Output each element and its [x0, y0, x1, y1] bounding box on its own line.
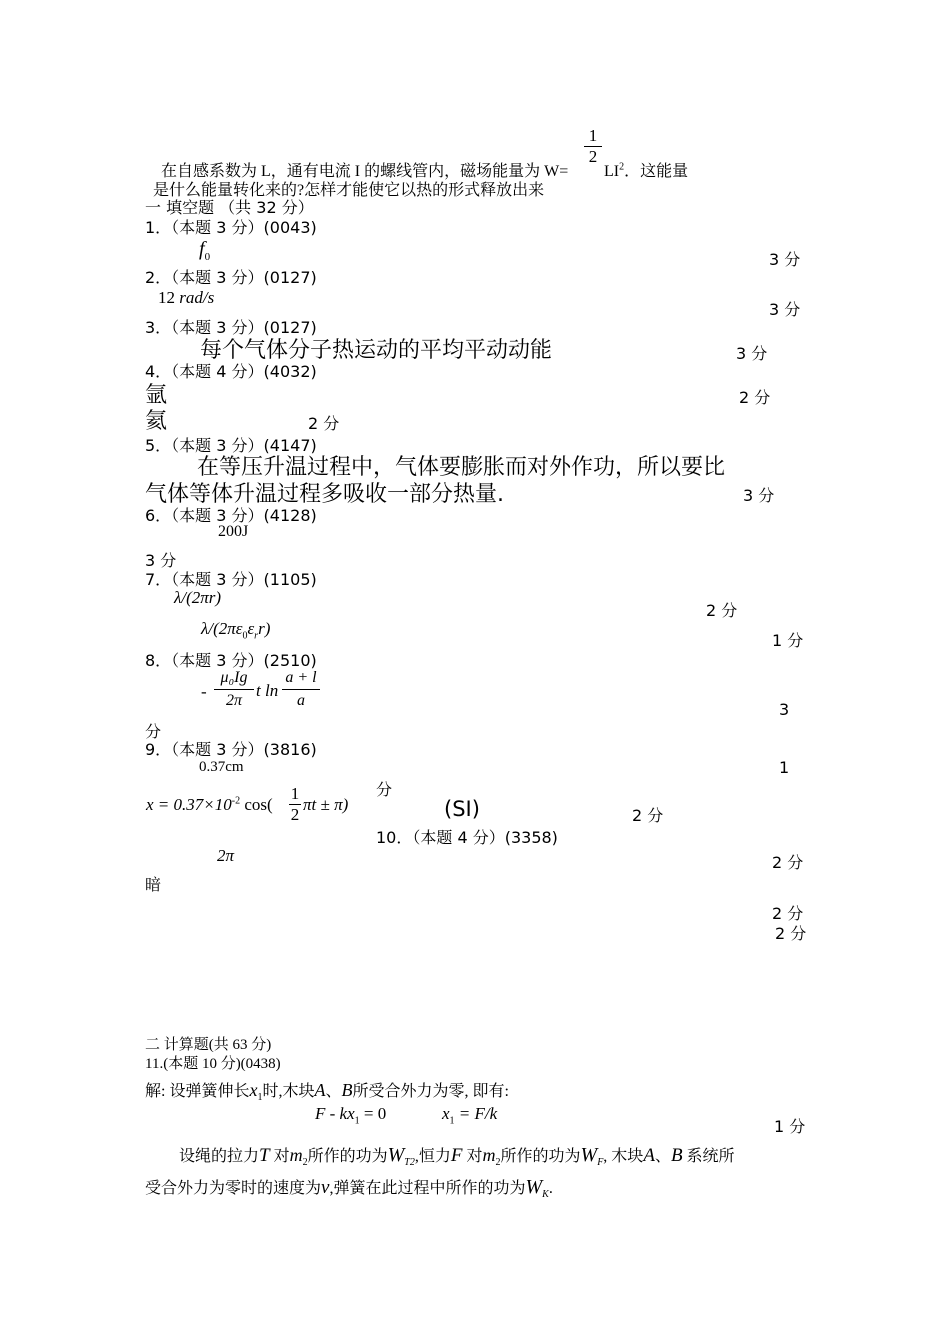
q11-line1	[145, 1078, 509, 1103]
q7-score1: 2 分	[706, 601, 738, 620]
q10-score1: 2 分	[772, 853, 804, 872]
q11-p-e: 对	[466, 1148, 483, 1165]
q9-equation	[146, 795, 273, 815]
intro-sup: 2	[619, 161, 625, 173]
q6-score: 3 分	[145, 551, 177, 570]
intro-line1-end	[604, 158, 688, 181]
q2-answer-num: 12	[158, 288, 175, 307]
q9-eq-a: x = 0.37×10	[146, 795, 232, 814]
q11-eq2-a: x	[442, 1104, 450, 1123]
q2-score: 3 分	[769, 300, 801, 319]
q9-si: (SI)	[444, 797, 480, 821]
q11-m2-sub: 2	[302, 1157, 308, 1169]
q5-header: 5．（本题 3 分）(4147)	[145, 436, 317, 455]
q11-eq1-a: F - kx	[315, 1104, 355, 1123]
q7-answer2	[201, 619, 270, 641]
q11-p-h: 系统所	[686, 1148, 735, 1165]
q11-F: F	[450, 1145, 463, 1166]
q11-eq2	[442, 1104, 497, 1126]
q11-sep: 、	[325, 1083, 342, 1100]
intro-line2: 是什么能量转化来的?怎样才能使它以热的形式释放出来	[153, 182, 545, 199]
q7-answer2-b: ε	[247, 619, 255, 638]
q8-tln: t ln	[256, 681, 279, 700]
q9-eq-c: πt ± π)	[303, 795, 349, 814]
q1-answer-f: f	[199, 238, 205, 260]
q11-l1-c: 所受合外力为零, 即有:	[352, 1083, 509, 1100]
intro-fraction	[584, 126, 602, 167]
q4-score2: 2 分	[308, 414, 340, 433]
q11-WT-sub: T2	[404, 1157, 415, 1169]
intro-text-c: ．这能量	[624, 163, 689, 180]
q9-score1-num: 1	[779, 758, 790, 777]
q5-score: 3 分	[743, 486, 775, 505]
q11-eq2-sub: 1	[449, 1115, 455, 1127]
q11-l1-b: 时,木块	[262, 1083, 315, 1100]
q9-eq-num: 1	[290, 784, 300, 803]
q8-fraction2	[282, 669, 320, 710]
q11-WF-sub: F	[597, 1157, 604, 1169]
q11-p-b: 对	[273, 1148, 290, 1165]
q11-p-d: ,恒力	[414, 1148, 451, 1165]
q9-eq-fraction	[289, 784, 301, 825]
q10-score2: 2 分	[772, 904, 804, 923]
q6-answer: 200J	[218, 523, 249, 540]
q11-paragraph-line1	[179, 1143, 735, 1168]
q8-score-num: 3	[779, 700, 790, 719]
q9-score2: 2 分	[632, 806, 664, 825]
q10-answer1: 2π	[217, 846, 235, 865]
q7-answer2-c: r)	[258, 619, 271, 638]
q11-score: 1 分	[774, 1117, 806, 1136]
q7-answer2-a: λ/(2πε	[201, 619, 243, 638]
intro-text-a: 在自感系数为 L，通有电流 I 的螺线管内，磁场能量为 W=	[161, 163, 569, 180]
q1-score: 3 分	[769, 250, 801, 269]
q8-minus: -	[201, 682, 207, 701]
q11-p-a: 设绳的拉力	[179, 1148, 260, 1165]
q11-B: B	[341, 1080, 353, 1100]
q11-paragraph-line2	[145, 1175, 553, 1200]
q8-header: 8．（本题 3 分）(2510)	[145, 651, 317, 670]
q7-score2: 1 分	[772, 631, 804, 650]
q8-score-unit: 分	[145, 722, 162, 741]
q8-frac2-num: a + l	[285, 669, 317, 686]
q4-answer2: 氦	[145, 409, 168, 434]
q11-T: T	[259, 1145, 270, 1166]
q1-answer	[199, 238, 210, 263]
q11-x1: x	[249, 1080, 258, 1100]
q7-answer1: λ/(2πr)	[174, 588, 222, 607]
q11-WK-sub: K	[542, 1189, 549, 1201]
q11-v: v	[321, 1177, 330, 1198]
q8-frac2-den: a	[282, 689, 320, 710]
q11-l3-c: .	[548, 1180, 553, 1197]
q11-m2-b: m	[482, 1145, 496, 1165]
q1-answer-sub: 0	[204, 251, 211, 263]
q11-WF: W	[580, 1144, 598, 1166]
q11-m2-sub-b: 2	[495, 1157, 501, 1169]
q5-answer-line1: 在等压升温过程中，气体要膨胀而对外作功，所以要比	[197, 455, 726, 480]
q2-answer	[158, 288, 214, 308]
q11-eq2-b: = F/k	[454, 1104, 498, 1123]
q11-l3-a: 受合外力为零时的速度为	[145, 1180, 322, 1197]
q1-header: 1．（本题 3 分）(0043)	[145, 218, 317, 237]
q9-header: 9．（本题 3 分）(3816)	[145, 740, 317, 759]
q4-answer1: 氩	[145, 383, 168, 408]
q10-answer2: 暗	[145, 875, 162, 894]
intro-frac-den: 2	[584, 146, 602, 167]
q11-eq1-sub: 1	[354, 1115, 360, 1127]
q11-m2: m	[289, 1145, 303, 1165]
intro-LI: LI	[604, 163, 620, 180]
q8-frac1-den: 2π	[214, 689, 254, 710]
q11-p-f: 所作的功为	[500, 1148, 581, 1165]
q7-answer2-sub1: 0	[242, 630, 248, 642]
q3-answer: 每个气体分子热运动的平均平动动能	[200, 338, 553, 363]
q8-frac1-num: μ₀Ig	[220, 669, 248, 686]
q11-sep-b: 、	[654, 1148, 671, 1165]
q3-header: 3．（本题 3 分）(0127)	[145, 318, 317, 337]
q11-p-c: 所作的功为	[307, 1148, 388, 1165]
q11-A: A	[314, 1080, 326, 1100]
q9-score1-unit: 分	[376, 780, 393, 799]
section1-title: 一 填空题 （共 32 分）	[145, 198, 314, 217]
q11-eq1-b: = 0	[359, 1104, 387, 1123]
q4-score1: 2 分	[739, 388, 771, 407]
q11-A-b: A	[643, 1145, 655, 1166]
q9-eq-exp: -2	[231, 795, 241, 807]
q11-x1-sub: 1	[257, 1092, 263, 1104]
q5-answer-line2: 气体等体升温过程多吸收一部分热量.	[145, 482, 504, 507]
q11-header: 11.(本题 10 分)(0438)	[145, 1056, 281, 1072]
q9-eq-b: cos(	[244, 795, 273, 814]
q11-l1-a: 解: 设弹簧伸长	[145, 1083, 250, 1100]
q11-p-g: , 木块	[603, 1148, 644, 1165]
q11-WK: W	[525, 1176, 543, 1198]
q9-eq-den: 2	[290, 805, 300, 824]
q10-score3: 2 分	[775, 924, 807, 943]
q9-answer1: 0.37cm	[199, 759, 244, 775]
q2-answer-unit: rad/s	[179, 288, 215, 307]
q11-l3-b: ,弹簧在此过程中所作的功为	[329, 1180, 526, 1197]
q11-eq1	[315, 1104, 386, 1126]
section2-title: 二 计算题(共 63 分)	[145, 1037, 272, 1053]
q7-answer2-sub2: r	[254, 630, 259, 642]
q11-B-b: B	[670, 1145, 683, 1166]
q6-header: 6．（本题 3 分）(4128)	[145, 506, 317, 525]
q10-header: 10．（本题 4 分）(3358)	[376, 828, 558, 847]
q4-header: 4．（本题 4 分）(4032)	[145, 362, 317, 381]
intro-frac-num: 1	[588, 126, 598, 145]
q7-header: 7．（本题 3 分）(1105)	[145, 570, 317, 589]
q11-WT: W	[387, 1144, 405, 1166]
q2-header: 2．（本题 3 分）(0127)	[145, 268, 317, 287]
q3-score: 3 分	[736, 344, 768, 363]
q8-fraction1	[214, 669, 254, 710]
